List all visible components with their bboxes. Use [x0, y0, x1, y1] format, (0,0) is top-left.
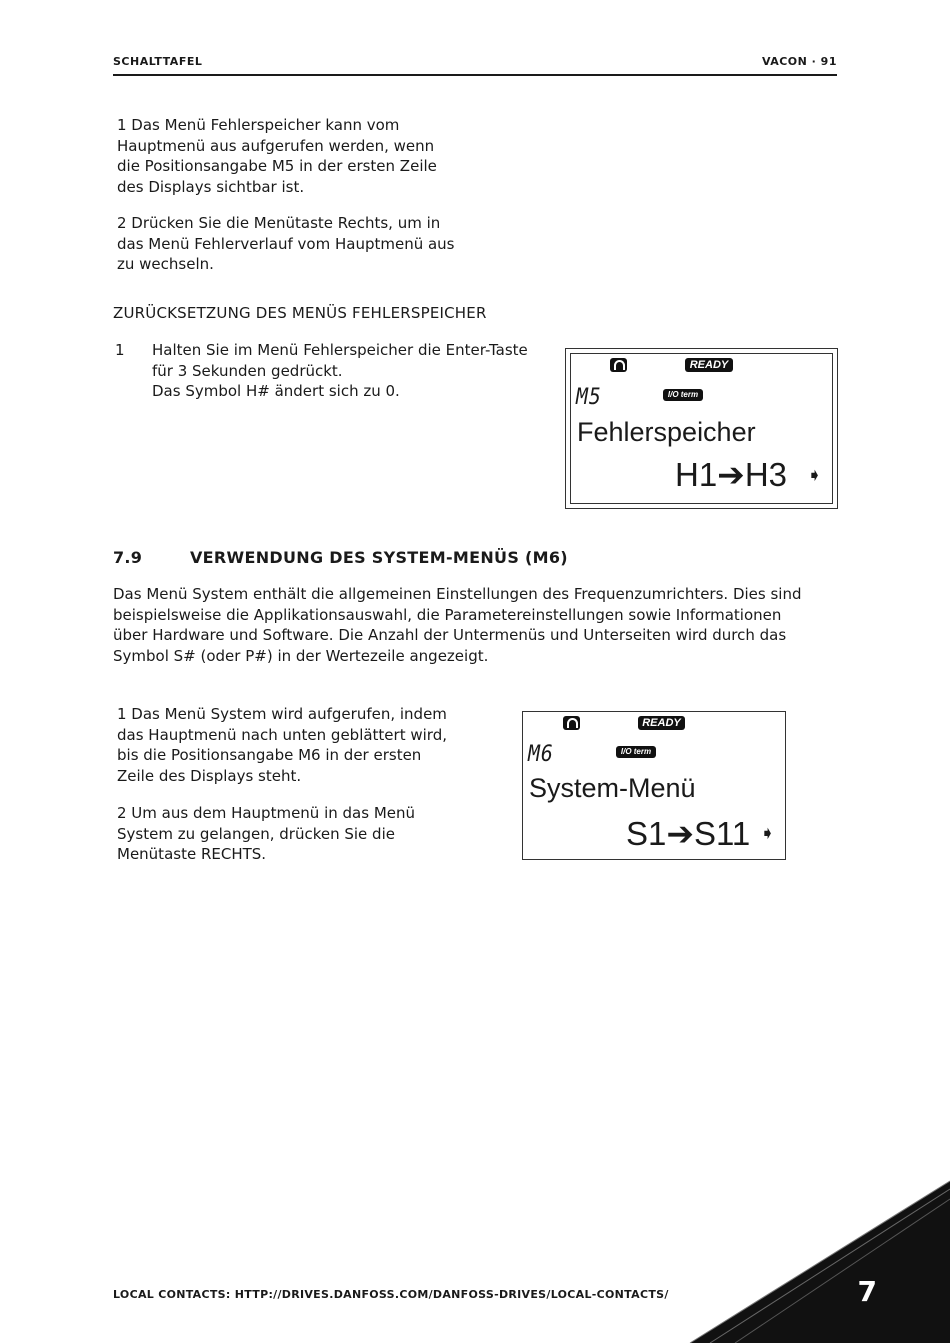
system-step-1-line: Zeile des Displays steht.	[117, 766, 302, 785]
keypad-icon	[563, 716, 580, 730]
system-step-1-line: bis die Positionsangabe M6 in der ersten	[117, 746, 422, 764]
section-body-line: Symbol S# (oder P#) in der Wertezeile angezeigt.	[113, 646, 489, 665]
right-arrow-icon: ➧	[760, 823, 776, 844]
intro-step-2	[117, 213, 455, 275]
header-rule	[113, 74, 837, 76]
location-indicator: M5	[576, 385, 602, 410]
section-title: VERWENDUNG DES SYSTEM-MENÜS (M6)	[190, 548, 568, 567]
system-step-1	[117, 704, 447, 786]
intro-step-1-line: des Displays sichtbar ist.	[117, 177, 305, 196]
ready-badge: READY	[638, 716, 685, 730]
io-term-badge: I/O term	[616, 746, 656, 758]
section-body	[113, 584, 802, 666]
system-step-2-line: System zu gelangen, drücken Sie die	[117, 824, 395, 843]
corner-decoration	[680, 1175, 950, 1343]
system-step-2-line: Menütaste RECHTS.	[117, 845, 267, 863]
system-step-2	[117, 803, 415, 865]
reset-step-line: für 3 Sekunden gedrückt.	[152, 361, 343, 380]
intro-step-1-line: die Positionsangabe M5 in der ersten Zeile	[117, 157, 437, 175]
location-indicator: M6	[528, 742, 554, 767]
reset-step-number: 1	[115, 341, 125, 359]
ready-badge: READY	[685, 358, 733, 372]
display-menu-title: System-Menü	[529, 773, 696, 803]
header-section-title: SCHALTTAFEL	[113, 55, 203, 68]
system-step-1-line: das Hauptmenü nach unten geblättert wird,	[117, 725, 447, 744]
display-menu-title: Fehlerspeicher	[577, 417, 756, 447]
intro-step-1	[117, 115, 437, 197]
display-range: S1➔S11	[626, 815, 751, 852]
reset-step-text	[152, 340, 528, 402]
reset-step-line: Halten Sie im Menü Fehlerspeicher die Enter-Taste	[152, 341, 528, 359]
intro-step-2-line: 2 Drücken Sie die Menütaste Rechts, um in	[117, 214, 441, 232]
header-brand-page: VACON · 91	[761, 55, 837, 68]
footer-contacts: LOCAL CONTACTS: HTTP://DRIVES.DANFOSS.COM/DANFOSS-DRIVES/LOCAL-CONTACTS/	[113, 1288, 669, 1301]
reset-heading: ZURÜCKSETZUNG DES MENÜS FEHLERSPEICHER	[113, 304, 487, 322]
system-step-1-line: 1 Das Menü System wird aufgerufen, indem	[117, 705, 447, 723]
keypad-icon	[610, 358, 627, 372]
section-number: 7.9	[113, 548, 143, 567]
reset-step-line: Das Symbol H# ändert sich zu 0.	[152, 382, 400, 400]
right-arrow-icon: ➧	[807, 465, 823, 486]
chapter-number: 7	[857, 1275, 877, 1308]
intro-step-2-line: zu wechseln.	[117, 255, 214, 273]
intro-step-1-line: 1 Das Menü Fehlerspeicher kann vom	[117, 116, 400, 134]
system-step-2-line: 2 Um aus dem Hauptmenü in das Menü	[117, 804, 416, 822]
section-body-line: über Hardware und Software. Die Anzahl der Untermenüs und Unterseiten wird durch das	[113, 626, 787, 644]
lcd-display-system-menu	[522, 711, 786, 860]
lcd-display-fehlerspeicher	[565, 348, 838, 509]
section-body-line: Das Menü System enthält die allgemeinen Einstellungen des Frequenzumrichters. Dies sind	[113, 585, 802, 603]
section-body-line: beispielsweise die Applikationsauswahl, die Parametereinstellungen sowie Informationen	[113, 605, 782, 624]
display-range: H1➔H3	[675, 456, 788, 493]
intro-step-1-line: Hauptmenü aus aufgerufen werden, wenn	[117, 136, 435, 155]
io-term-badge: I/O term	[663, 389, 703, 401]
intro-step-2-line: das Menü Fehlerverlauf vom Hauptmenü aus	[117, 234, 455, 253]
